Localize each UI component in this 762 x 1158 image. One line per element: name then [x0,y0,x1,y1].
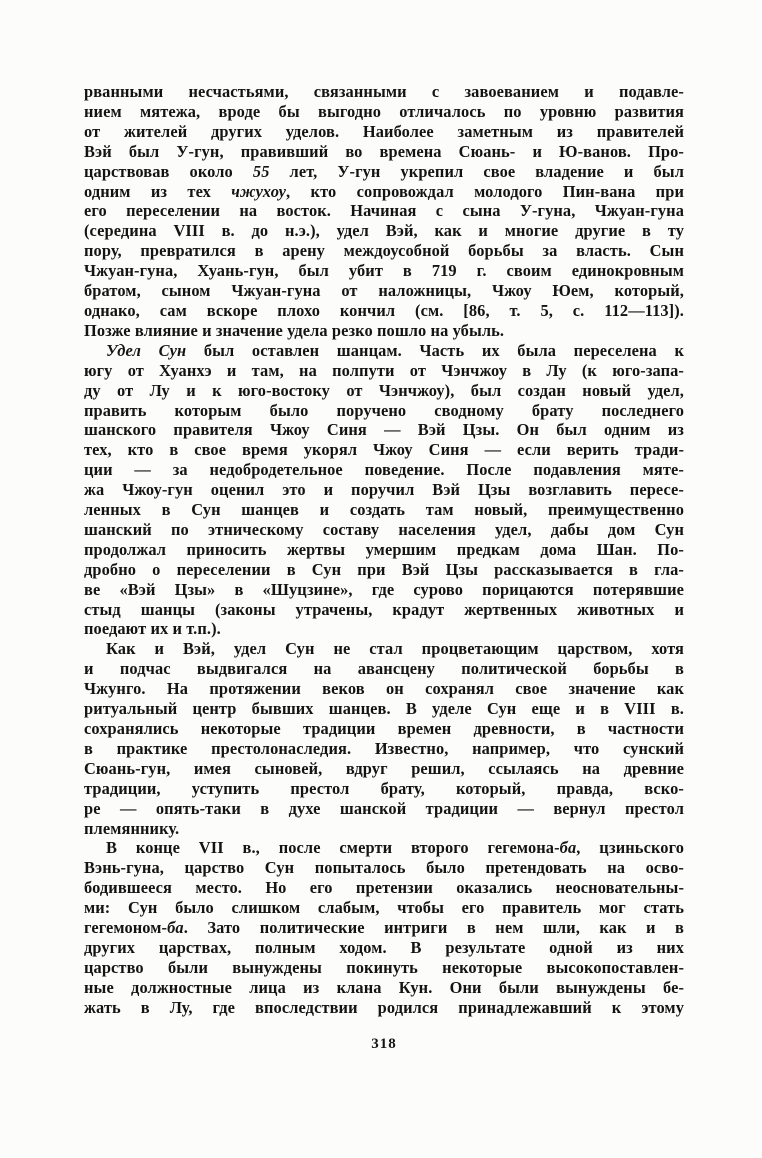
text-line [84,520,684,540]
text-line [84,560,684,580]
text-segment: ные должностные лица из клана Кун. Они были вынуждены бе- [84,977,684,997]
text-segment: ции — за недобродетельное поведение. После подавления мяте- [84,460,684,480]
text-line [84,699,684,719]
text-line [84,878,684,898]
text-segment: продолжал приносить жертвы умершим предкам дома Шан. По- [84,539,684,559]
text-line [84,799,684,819]
text-line [84,142,684,162]
text-line [84,381,684,401]
text-line [84,480,684,500]
text-line [84,460,684,480]
text-segment: в практике престолонаследия. Известно, например, что сунский [84,738,684,758]
text-segment: тех, кто в свое время укорял Чжоу Синя — если верить тради- [84,440,684,460]
text-line [84,540,684,560]
text-segment: ми: Сун было слишком слабым, чтобы его правитель мог стать [84,898,684,918]
text-segment: нием мятежа, вроде бы выгодно отличалось по уровню развития [84,101,684,121]
text-line [84,221,684,241]
text-line [84,261,684,281]
text-line [84,779,684,799]
text-segment: царство были вынуждены покинуть некоторые высокопоставлен- [84,957,684,977]
text-segment: . Зато политические интриги в нем шли, как и в [183,918,684,938]
text-segment: дробно о переселении в Сун при Вэй Цзы рассказывается в гла- [84,559,684,579]
text-line [84,182,684,202]
italic-term: ба [559,838,577,858]
text-segment: ре — опять-таки в духе шанской традиции — вернул престол [84,798,684,818]
text-segment: пору, превратился в арену междоусобной борьбы за власть. Сын [84,241,684,261]
text-segment: Вэнь-гуна, царство Сун попыталось было претендовать на осво- [84,858,684,878]
text-line [84,341,684,361]
text-segment: править которым было поручено сводному брату последнего [84,400,684,420]
text-segment: , цзиньского [576,838,684,858]
text-line [84,361,684,381]
text-line [84,201,684,221]
text-segment: одним из тех [84,181,232,201]
text-line [84,420,684,440]
text-line [84,401,684,421]
text-segment: ду от Лу и к юго-востоку от Чэнчжоу), был создан новый удел, [84,380,684,400]
text-segment: традиции, уступить престол брату, который, правда, вско- [84,778,684,798]
text-segment: В конце VII в., после смерти второго гегемона- [106,838,560,858]
text-line [84,918,684,938]
text-line [84,938,684,958]
text-segment: жа Чжоу-гун оценил это и поручил Вэй Цзы возглавить пересе- [84,480,684,500]
italic-term: Удел Сун [106,340,187,360]
text-line [84,998,684,1018]
text-line [84,619,684,639]
text-segment: Чжуан-гуна, Хуань-гун, был убит в 719 г. своим единокровным [84,261,684,281]
text-line [84,978,684,998]
text-line [84,600,684,620]
text-line [84,440,684,460]
text-line [84,580,684,600]
text-line [84,719,684,739]
text-segment: был оставлен шанцам. Часть их была переселена к [186,340,684,360]
page-number: 318 [371,1036,397,1052]
text-line [84,122,684,142]
text-line [84,321,684,341]
text-segment: жать в Лу, где впоследствии родился принадлежавший к этому [84,997,684,1017]
text-line [84,301,684,321]
text-segment: Как и Вэй, удел Сун не стал процветающим царством, хотя [106,639,684,659]
text-line [84,241,684,261]
text-segment: племяннику. [84,818,180,838]
text-segment: и подчас выдвигался на авансцену политической борьбы в [84,659,684,679]
text-segment: ленных в Сун шанцев и создать там новый, преимущественно [84,500,684,520]
text-line [84,958,684,978]
text-line [84,281,684,301]
text-segment: его переселении на восток. Начиная с сына У-гуна, Чжуан-гуна [84,201,684,221]
text-line [84,162,684,182]
text-block [84,82,684,1018]
text-segment: Вэй был У-гун, правивший во времена Сюань- и Ю-ванов. Про- [84,141,684,161]
text-segment: от жителей других уделов. Наиболее заметным из правителей [84,121,684,141]
text-line [84,838,684,858]
text-segment: Сюань-гун, имея сыновей, вдруг решил, ссылаясь на древние [84,758,684,778]
text-segment: стыд шанцы (законы утрачены, крадут жертвенных животных и [84,599,684,619]
text-segment: ве «Вэй Цзы» в «Шуцзине», где сурово порицаются потерявшие [84,579,684,599]
text-segment: однако, сам вскоре плохо кончил (см. [86, т. 5, с. 112—113]). [84,300,684,320]
text-segment: (середина VIII в. до н.э.), удел Вэй, как и многие другие в ту [84,221,684,241]
text-segment: ритуальный центр бывших шанцев. В уделе Сун еще и в VIII в. [84,699,684,719]
text-segment: других царствах, полным ходом. В результате одной из них [84,937,684,957]
italic-term: 55 [252,161,270,181]
text-line [84,858,684,878]
text-segment: Чжунго. На протяжении веков он сохранял свое значение как [84,679,684,699]
text-segment: лет, У-гун укрепил свое владение и был [269,161,684,181]
text-segment: шанского правителя Чжоу Синя — Вэй Цзы. Он был одним из [84,420,684,440]
text-segment: царствовав около [84,161,253,181]
text-segment: Позже влияние и значение удела резко пошло на убыль. [84,320,505,340]
italic-term: ба [167,918,184,938]
text-line [84,659,684,679]
text-line [84,759,684,779]
text-segment: братом, сыном Чжуан-гуна от наложницы, Чжоу Юем, который, [84,281,684,301]
text-line [84,898,684,918]
text-segment: шанский по этническому составу населения удел, дабы дом Сун [84,519,684,539]
text-line [84,739,684,759]
italic-term: чжухоу [231,181,287,201]
text-line [84,639,684,659]
text-line [84,500,684,520]
text-segment: гегемоном- [84,918,168,938]
text-segment: , кто сопровождал молодого Пин-вана при [286,181,684,201]
text-segment: поедают их и т.п.). [84,619,221,639]
text-line [84,679,684,699]
text-line [84,82,684,102]
text-segment: сохранялись некоторые традиции времен древности, в частности [84,719,684,738]
text-segment: рванными несчастьями, связанными с завоеванием и подавле- [84,82,684,101]
text-segment: бодившееся место. Но его претензии оказались неосновательны- [84,878,684,898]
text-segment: югу от Хуанхэ и там, на полпути от Чэнчжоу в Лу (к юго-запа- [84,360,684,380]
text-line [84,819,684,839]
text-line [84,102,684,122]
